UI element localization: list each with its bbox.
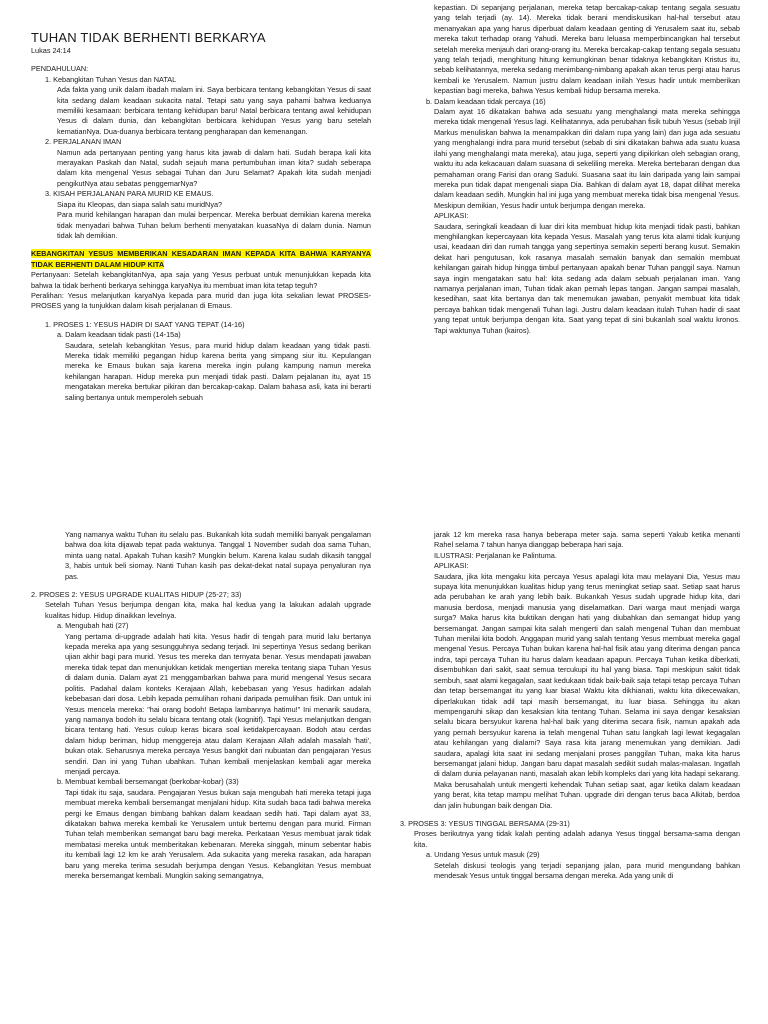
paragraph: Peralihan: Yesus melanjutkan karyaNya kepada para murid dan juga kita sekalian lewat PROSES-PROSES yang Ia tunjukkan dalam kisah perjalanan di Emaus. xyxy=(31,290,371,311)
column-top-left xyxy=(31,30,371,470)
paragraph: Pertanyaan: Setelah kebangkitanNya, apa saja yang Yesus perbuat untuk menunjukkan kepada kita bahwa Ia tidak berhenti berkarya sehingga karyaNya itu membuat iman kita tetap teguh? xyxy=(31,270,371,290)
list-item-heading: 3. KISAH PERJALANAN PARA MURID KE EMAUS. xyxy=(45,189,214,199)
paragraph: Saudara, jika kita mengaku kita percaya Yesus apalagi kita mau melayani Dia, Yesus mau supaya kita menunjukkan kualitas hidup yang terus meningkat setiap saat. Setiap saat harus ada perubahan ke arah yang lebih baik. Bukankah Yesus sudah upgrade hidup kita, dari manusia berdosa, menjadi manusia yang diselamatkan. Dari warga maut menjadi warga surga? Maka harus kita buktikan dengan hati yang diubahkan dan semangat hidup yang bersemangat. Jangan sampai kita salah mengerti dan salah mengenal Tuhan dan membuat Tuhan menilai kita bodoh. Anggapan murid yang salah tentang Yesus membuat mereka gagal mengenal Yesus. Percaya Tuhan bukan karena hal-hal fisik atau yang diterima dengan panca indra, tapi percaya Tuhan itu harus dalam keadaan apapun. Percaya Tuhan ketika diberkati, disembuhkan dari sakit, saat semua tercukupi itu hal yang biasa. Tapi meskipun sakit tidak sembuh, saat alami kegagalan, saat kedukaan tidak baik-baik saja tetapi tetap percaya Tuhan dan tetap bersemangat itu yang luar biasa! Waktu kita dikhianati, waktu kita dikecewakan, diperlakukan tidak adil tapi masih bersemangat, itu luar biasa. Sehingga itu akan mempengaruhi sikap dan kesaksian kita tentang Tuhan. Selama ini saya dengar kesaksian selalu bicara bersyukur karena hal-hal baik yang diterima secara fisik, namun apakah ada yang pernah bersyukur karena ia telah mengenal Tuhan satu langkah lagi lewat kegagalan atau kehilangan yang dialami? Saya rasa kita jarang menemukan yang demikian. Jadi saudara, apalagi kita saat ini sedang menjalani proses panggilan Tuhan, maka kita harus bersemangat jalani hidup. Jangan baru dapat masalah sedikit sudah malas-malasan. Ingatlah di dalam dunia pelayanan nanti, masalah akan lebih kompleks dari yang kita hadapi sekarang. Maka berusahalah untuk mengerti kehendak Tuhan setiap saat, agar ketika dalam keadaan yang berat, kita tetap mampu melihat Tuhan. upgrade diri dengan terus baca Alkitab, berdoa dan jalin hubungan baik dengan Dia. xyxy=(434,571,740,810)
section-heading: 3. PROSES 3: YESUS TINGGAL BERSAMA (29-31) xyxy=(400,818,570,828)
list-item-heading: 1. Kebangkitan Tuhan Yesus dan NATAL xyxy=(45,74,177,84)
paragraph: Para murid kehilangan harapan dan mulai berpencar. Mereka berbuat demikian karena mereka tidak menyadari bahwa Tuhan belum berhenti menyatakan kuasaNya di dalam dunia. Namun tidak lah demikian. xyxy=(57,210,371,240)
paragraph: Ada fakta yang unik dalam ibadah malam ini. Saya berbicara tentang kebangkitan Yesus di saat kita sedang dalam keadaan sukacita natal. Tetapi satu yang saya pahami bahwa keduanya memiliki kesamaan: berbicara tentang kehidupan baru! Natal berbicara tentang awal kehidupan Yesus di dalam dunia, dan kebangkitan berbicara kehidupan Yesus yang baru setelah kematianNya. Dua-duanya berbicara tentang pengharapan dan kemenangan. xyxy=(57,85,371,136)
paragraph: Setelah diskusi teologis yang terjadi sepanjang jalan, para murid mengundang bahkan mendesak Yesus untuk tinggal bersama dengan mereka. Ada yang unik di xyxy=(434,860,740,880)
application-label: APLIKASI: xyxy=(434,211,469,221)
document-title: TUHAN TIDAK BERHENTI BERKARYA xyxy=(31,30,266,45)
paragraph: jarak 12 km mereka rasa hanya beberapa meter saja. sama seperti Yakub ketika menanti Rahel selama 7 tahun hanya dianggap beberapa hari saja. xyxy=(434,530,740,550)
paragraph: Yang pertama di-upgrade adalah hati kita. Yesus hadir di tengah para murid lalu bertanya kepada mereka apa yang sesungguhnya sedang terjadi. Ini sepertinya Yesus sedang berikan ujian akhir bagi para murid. Yesus tes mereka dan ternyata benar. Yesus mendapati jawaban mereka tidak tepat dan menunjukkan ketidak mengertian mereka tentang siapa Tuhan Yesus di dalam dunia. Dalam ayat 21 menggambarkan bahwa para murid mengenal Yesus secara politis. Padahal dalam konteks Kerajaan Allah, kebebasan yang Yesus hadirkan adalah kebebasan dari dosa. Lebih kepada pemulihan rohani daripada pemulihan fisik. Dan untuk ini Yesus mencela mereka: "hai orang bodoh! Betapa lambannya hatimu!" Ini menarik saudara, yang namanya bodoh itu selalu bicara tentang otak (kognitif). Tapi Yesus melanjutkan dengan bicara tentang hati. Yesus cukup keras bicara soal ketidakpercayaan. Bodoh atau cerdas dalam hidup beriman, hidup menggereja atau dalam Kerajaan Allah adalah masalah 'hati', bukan otak. Seharusnya mereka percaya Yesus bangkit dari nubuatan dan pengajaran Yesus sendiri. Dan ini yang Tuhan ubahkan. Tuhan kembali menjelaskan kembali agar mereka menjadi percaya. xyxy=(65,631,371,776)
column-bottom-right xyxy=(400,530,740,1020)
paragraph: Siapa itu Kleopas, dan siapa salah satu muridNya? xyxy=(57,199,223,209)
highlighted-thesis xyxy=(31,249,371,270)
subsection-heading: b. Membuat kembali bersemangat (berkobar-kobar) (33) xyxy=(57,777,239,787)
paragraph: Yang namanya waktu Tuhan itu selalu pas. Bukankah kita sudah memiliki banyak pengalaman bahwa doa kita dijawab tepat pada waktunya. Tanggal 1 November sudah doa sama Tuhan, minta uang natal. Apakah Tuhan kasih? Mungkin belum. Karena kalau sudah dikasih tanggal 3, habis untuk beli siomay. Nanti Tuhan kasih pas dekat-dekat natal supaya penyaluran nya pas. xyxy=(65,530,371,581)
application-label: APLIKASI: xyxy=(434,561,469,571)
column-bottom-left xyxy=(31,530,371,1020)
paragraph: Dalam ayat 16 dikatakan bahwa ada sesuatu yang menghalangi mata mereka sehingga mereka tidak mengenali Yesus lagi. Kelihatannya, ada perubahan fisik tubuh Yesus (sebab Injil Markus menuliskan bahwa Ia menampakkan diri dalam rupa yang lain) dan juga ada sesuatu yang menghalangi indra para murid tersebut (sebab di sini dikatakan bahwa ada suatu kuasa ilahi yang menghalangi mata mereka), atau juga, seperti yang dipikirkan oleh sebagian orang, waktu itu ada kekacauan dalam suasana di sekeliling mereka. Mereka bertebaran dengan dua pemahaman orang Farisi dan orang Saduki. Suasana saat itu lain daripada yang lain sampai mereka pun tidak dapat mengenali siapa Dia. Bahkan di dalam ayat 18, dapat dilihat mereka dalam keadaan sedih. Mungkin hal ini juga yang membuat mereka tidak bisa mengenal Yesus. Meskipun demikian, Yesus hadir untuk berjumpa dengan mereka. xyxy=(434,107,740,210)
paragraph: Saudara, seringkali keadaan di luar diri kita membuat hidup kita menjadi tidak pasti, bahkan menghilangkan kepercayaan kita kepada Yesus. Masalah yang terus kita alami tidak kunjung usai, keadaan diri dan rumah tangga yang sepertinya semakin seperti berang kusut. Semakin dekat hari pengutusan, kok rasanya masalah semakin banyak dan semakin membuat kehilangan gairah hidup hingga timbul pertanyaan apakah benar Tuhan panggil saya. Namun saya ingin mengatakan satu hal: kita sedang ada dalam sebuah perjalanan iman. Yang namanya perjalanan iman, Tuhan tidak akan pernah lepas tangan. Jangan sampai masalah, kesedihan, saat kita bertanya dan tak menemukan jawaban, penyakit membuat kita tidak percaya bahkan tidak mengenali Tuhan lagi. Justru dalam keadaan itulah Tuhan hadir di saat yang tepat untuk berjumpa dengan kita. Saat yang tepat di sini bukanlah soal waktu kronos. Tapi waktunya Tuhan (kairos). xyxy=(434,221,740,335)
subsection-heading: a. Mengubah hati (27) xyxy=(57,621,129,631)
paragraph: Tapi tidak itu saja, saudara. Pengajaran Yesus bukan saja mengubah hati mereka tetapi juga membuat mereka kembali bersemangat menjalani hidup. Kita sudah baca tadi bahwa mereka pergi ke Emaus dengan bimbang bahkan dalam keadaan sedih hati. Tapi dalam ayat 33, dikatakan bahwa mereka kembali ke Yerusalem untuk bertemu dengan para murid. Firman Tuhan telah memberikan semangat baru bagi mereka. Perkataan Yesus membuat jarak tidak membatasi mereka untuk memberitakan kebenaran. Mereka singgah, minum sebentar habis itu kembali lagi 12 km ke arah Yerusalem. Ada sukacita yang mereka rasakan, ada harapan baru yang mereka terima sesudah berjumpa dengan Yesus. Kebangkitan Yesus membuat mereka bersemangat kembali. Mungkin saking semangatnya, xyxy=(65,787,371,880)
paragraph: Saudara, setelah kebangkitan Yesus, para murid hidup dalam keadaan yang tidak pasti. Mereka tidak memiliki pegangan hidup karena berita yang simpang siur itu. Kepulangan mereka ke Emaus bukan saja karena mereka ingin pulang kampung namun mereka kehilangan harapan. Hidup mereka pun menjadi tidak pasti. Dalam pejalanan itu, ayat 15 mengatakan mereka bertukar pikiran dan bercakap-cakap. Dalam bahasa asli, kata ini berarti saling bertanya untuk memperoleh sebuah xyxy=(65,340,371,402)
paragraph: Setelah Tuhan Yesus berjumpa dengan kita, maka hal kedua yang Ia lakukan adalah upgrade kualitas hidup. Hidup dinaikkan levelnya. xyxy=(45,600,371,620)
section-heading: 2. PROSES 2: YESUS UPGRADE KUALITAS HIDUP (25-27; 33) xyxy=(31,590,242,600)
illustration-label: ILUSTRASI: Perjalanan ke Palintuma. xyxy=(434,550,557,560)
paragraph: Proses berikutnya yang tidak kalah penting adalah adanya Yesus tinggal bersama-sama dengan kita. xyxy=(414,829,740,849)
subsection-heading: a. Dalam keadaan tidak pasti (14-15a) xyxy=(57,330,181,340)
column-top-right xyxy=(400,3,740,473)
thesis-text: KEBANGKITAN YESUS MEMBERIKAN KESADARAN IMAN KEPADA KITA BAHWA KARYANYA TIDAK BERHENTI DALAM HIDUP KITA xyxy=(31,249,371,269)
subsection-heading: a. Undang Yesus untuk masuk (29) xyxy=(426,850,540,860)
scripture-reference: Lukas 24:14 xyxy=(31,46,71,55)
paragraph: Namun ada pertanyaan penting yang harus kita jawab di dalam hati. Sudah berapa kali kita merayakan Paskah dan Natal, sudah sejauh mana pertumbuhan iman kita? sudah seberapa dalam kita mengenal Yesus sebagai Tuhan dan Juru Selamat? Apakah kita sudah menjadi pengikutNya atau sebatas penggemarNya? xyxy=(57,147,371,188)
list-item-heading: 2. PERJALANAN IMAN xyxy=(45,137,122,147)
subsection-heading: b. Dalam keadaan tidak percaya (16) xyxy=(426,96,546,106)
section-heading: 1. PROSES 1: YESUS HADIR DI SAAT YANG TEPAT (14-16) xyxy=(45,319,245,329)
section-heading-intro: PENDAHULUAN: xyxy=(31,64,89,74)
paragraph: kepastian. Di sepanjang perjalanan, mereka tetap bercakap-cakap tentang segala sesuatu yang telah terjadi (ay. 14). Mereka tidak berani mendiskusikan hal-hal tersebut atau menanyakan apa yang harus diperbuat dalam keadaan genting di Yerusalem saat itu, sebab mereka takut terhadap orang Yahudi. Mereka baru leluasa memperbincangkan hal tersebut setelah mereka menjauh dari orang-orang itu. Mereka bercakap-cakap tentang segala sesuatu yang telah terjadi, menghitung hitung kemungkinan benar tidaknya kebangkitan Kristus itu, sebab kelihatannya, mereka sedang menimbang-nimbang apakah akan terus pergi atau harus kembali ke Yerusalem. Namun justru dalam keadaan inilah Yesus hadir untuk memberikan kepastian bagi mereka, bahwa Yesus kembali hidup bersama mereka. xyxy=(434,3,740,96)
